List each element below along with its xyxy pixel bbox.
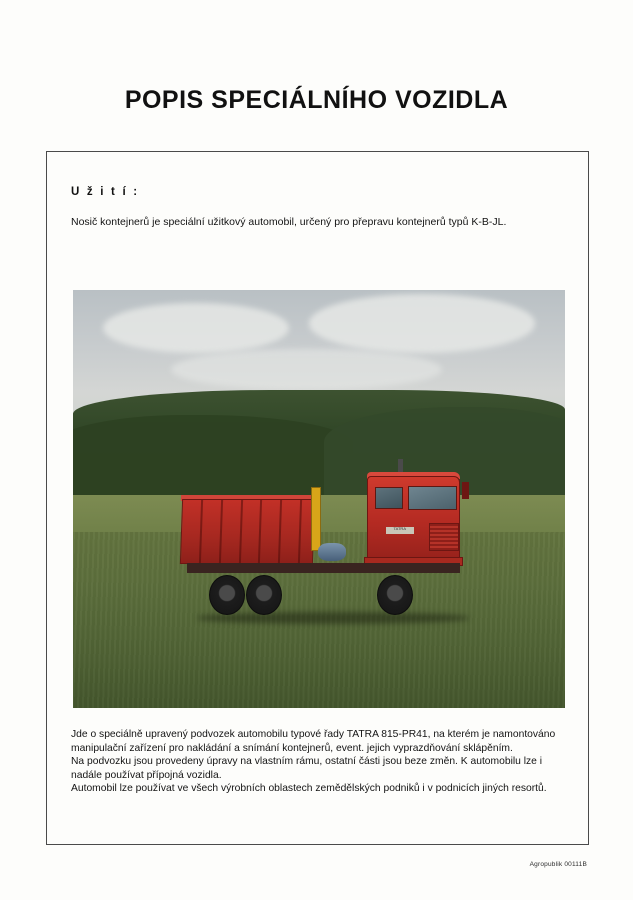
front-grille (429, 523, 458, 551)
section-heading-usage: U ž i t í : (71, 186, 140, 198)
cloud-shape (171, 349, 442, 391)
cab-windshield (408, 486, 458, 510)
body-paragraph-3: Automobil lze používat ve všech výrobních oblastech zemědělských podniků i v podnicích jiných resortů. (71, 783, 547, 795)
chassis-frame (187, 563, 460, 573)
footer-note: Agropublik 00111B (529, 861, 587, 868)
cab-mirror (462, 482, 470, 499)
container-rib (200, 500, 204, 563)
vehicle-photo (73, 290, 565, 708)
hoist-arm (311, 487, 320, 551)
front-wheel (377, 575, 413, 615)
container-rib (259, 500, 263, 563)
body-paragraph-2: Na podvozku jsou provedeny úpravy na vlastním rámu, ostatní části jsou beze změn. K automobilu lze i nadále používat přípojná vozidla. (71, 756, 543, 781)
container-rib (278, 500, 282, 563)
cloud-shape (103, 303, 290, 353)
fuel-tank (318, 543, 346, 561)
truck-illustration (181, 476, 491, 618)
cloud-shape (309, 294, 535, 353)
rear-wheel (246, 575, 282, 615)
truck-shadow (197, 612, 470, 623)
container-rib (219, 500, 223, 563)
page-title: POPIS SPECIÁLNÍHO VOZIDLA (124, 86, 509, 114)
container-rib (298, 500, 302, 563)
content-frame (46, 151, 589, 845)
vehicle-brand-label: TATRA (386, 527, 414, 534)
cab-side-window (375, 487, 403, 508)
body-text-block (71, 728, 569, 796)
container-body (180, 499, 316, 564)
container-rib (239, 500, 243, 563)
rear-wheel (209, 575, 245, 615)
body-paragraph-1: Jde o speciálně upravený podvozek automobilu typové řady TATRA 815-PR41, na kterém je namontováno manipulační zařízení pro nakládání a snímání kontejnerů, event. jejich vyprazdňování sklápěním. (71, 729, 556, 754)
intro-paragraph: Nosič kontejnerů je speciální užitkový automobil, určený pro přepravu kontejnerů typů K-B-JL. (71, 216, 507, 228)
photo-scene (73, 290, 565, 708)
